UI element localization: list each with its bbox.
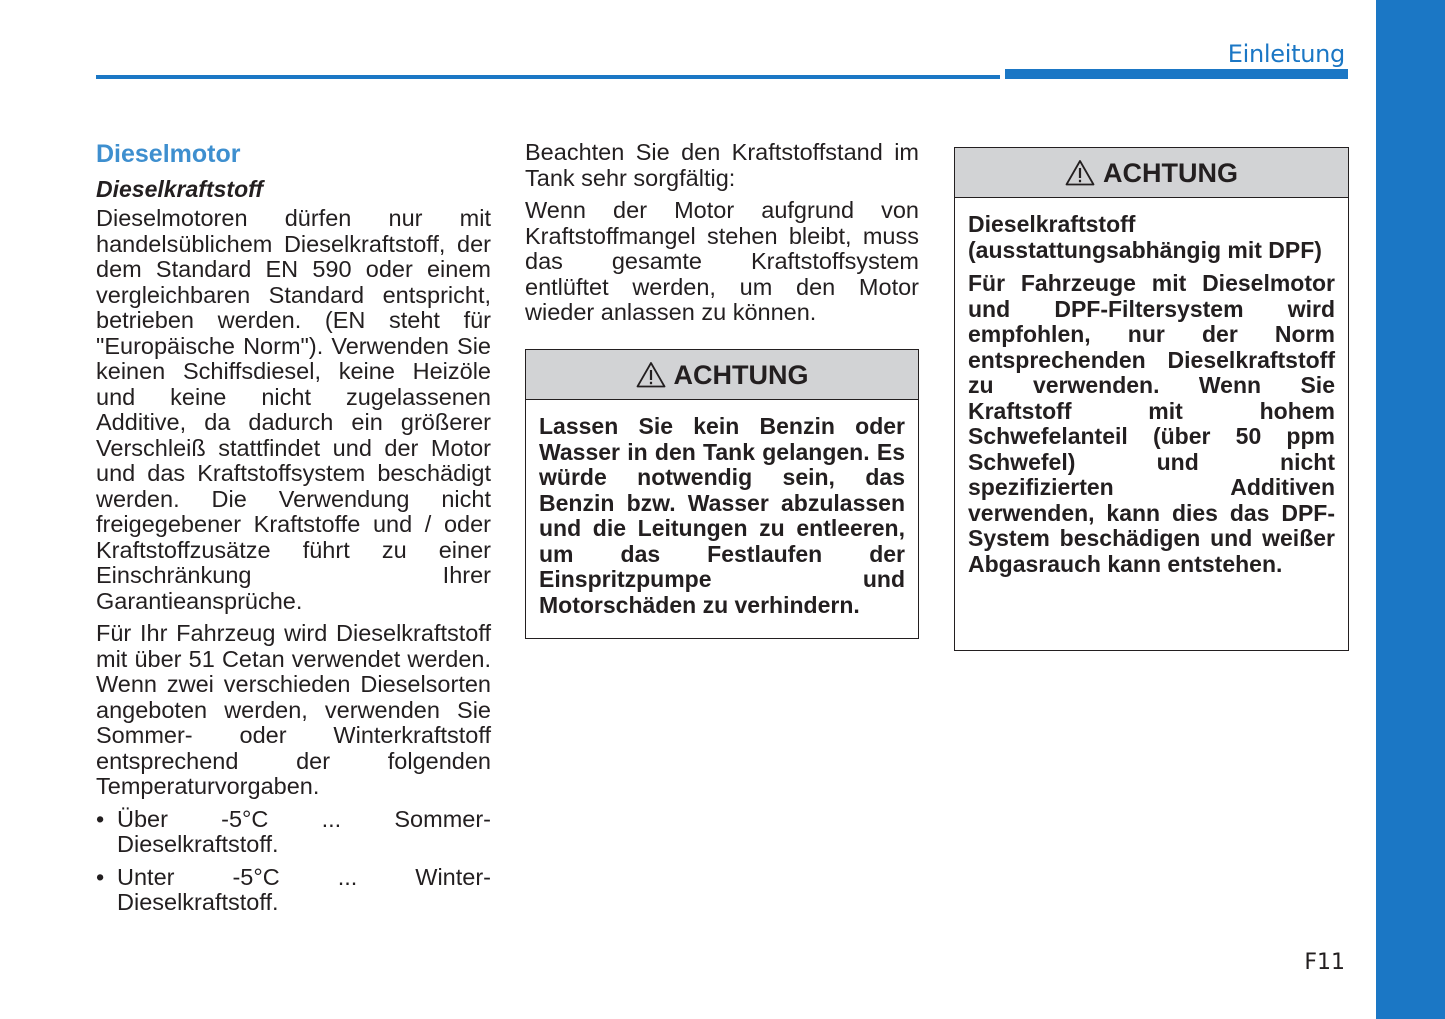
section-heading: Dieselmotor: [96, 140, 241, 168]
temperature-list: [96, 807, 491, 916]
warning-body: [955, 198, 1348, 597]
warning-text: Lassen Sie kein Benzin oder Wasser in den Tank gelangen. Es würde notwendig sein, das Benzin bzw. Wasser abzulassen und die Leitungen zu entleeren, um das Festlaufen der Einspritzpumpe und Motorschäden zu verhindern.: [539, 413, 905, 618]
list-item-text: Über -5°C ... Sommer-Dieselkraftstoff.: [117, 805, 491, 857]
body-paragraph: Beachten Sie den Kraftstoffstand im Tank sehr sorgfältig:: [525, 139, 919, 191]
warning-title: ACHTUNG: [673, 359, 809, 390]
column-left: [96, 140, 491, 923]
warning-box-tank: [525, 349, 919, 639]
subsection-heading: Dieselkraftstoff: [96, 176, 264, 202]
warning-body: [526, 400, 918, 638]
warning-triangle-icon: [636, 361, 666, 388]
chapter-side-tab: [1376, 0, 1445, 1019]
bullet-icon: •: [96, 863, 105, 890]
header-rule-accent: [1005, 69, 1348, 79]
body-paragraph: Für Ihr Fahrzeug wird Dieselkraftstoff mit über 51 Cetan verwendet werden. Wenn zwei verschieden Dieselsorten angeboten werden, verwenden Sie Sommer- oder Winterkraftstoff entsprechend der folgenden Temperaturvorgaben.: [96, 620, 491, 799]
header-rule: [96, 75, 1000, 79]
warning-subtitle: Dieselkraftstoff (ausstattungsabhängig mit DPF): [968, 211, 1322, 263]
section-title: Einleitung: [1227, 40, 1345, 68]
warning-header: [526, 350, 918, 400]
warning-box-dpf: [954, 147, 1349, 651]
body-paragraph: Dieselmotoren dürfen nur mit handelsüblichem Dieselkraftstoff, der dem Standard EN 590 oder einem vergleichbaren Standard entspricht, betrieben werden. (EN steht für "Europäische Norm"). Verwenden Sie keinen Schiffsdiesel, keine Heizöle und keine nicht zugelassenen Additive, da dadurch ein größerer Verschleiß stattfindet und der Motor und das Kraftstoffsystem beschädigt werden. Die Verwendung nicht freigegebener Kraftstoffe und / oder Kraftstoffzusätze führt zu einer Einschränkung Ihrer Garantieansprüche.: [96, 205, 491, 614]
warning-triangle-icon: [1065, 159, 1095, 186]
list-item-text: Unter -5°C ... Winter-Dieselkraftstoff.: [117, 863, 491, 915]
body-paragraph: Wenn der Motor aufgrund von Kraftstoffmangel stehen bleibt, muss das gesamte Kraftstoffsystem entlüftet werden, um den Motor wieder anlassen zu können.: [525, 197, 919, 325]
page-number: F11: [1304, 950, 1345, 975]
bullet-icon: •: [96, 805, 105, 832]
list-item: [96, 807, 491, 858]
list-item: [96, 865, 491, 916]
warning-title: ACHTUNG: [1103, 157, 1238, 188]
warning-text: Für Fahrzeuge mit Dieselmotor und DPF-Filtersystem wird empfohlen, nur der Norm entsprechenden Dieselkraftstoff zu verwenden. Wenn Sie Kraftstoff mit hohem Schwefelanteil (über 50 ppm Schwefel) und nicht spezifizierten Additiven verwenden, kann dies das DPF-System beschädigen und weißer Abgasrauch kann entstehen.: [968, 270, 1335, 577]
column-middle: [525, 140, 919, 333]
warning-header: [955, 148, 1348, 198]
